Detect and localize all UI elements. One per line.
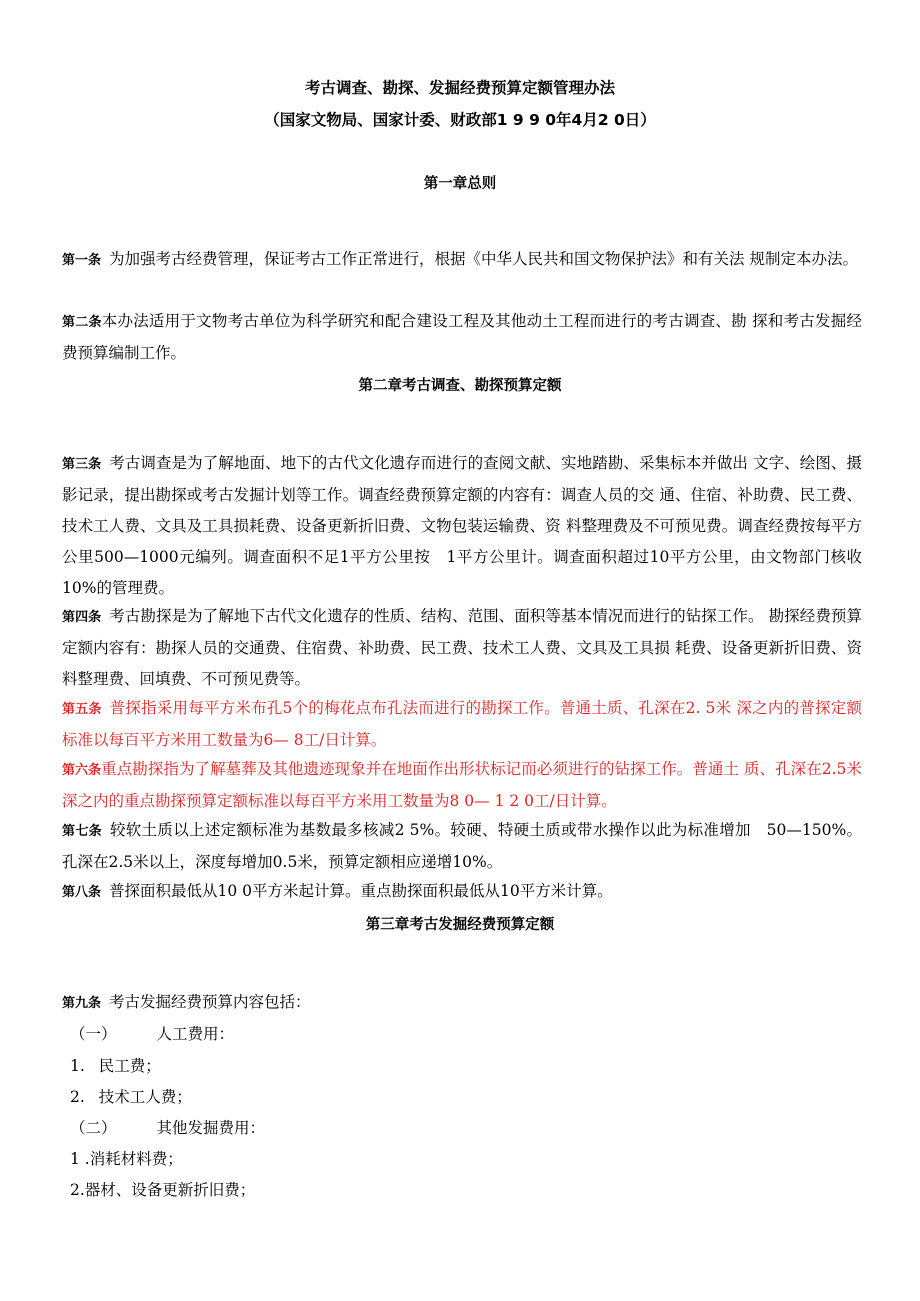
chapter-2-heading: 第二章考古调查、勘探预算定额: [358, 378, 562, 394]
list-item: [70, 1116, 265, 1138]
article-9: [62, 987, 862, 1019]
article-9-label: 第九条: [62, 996, 102, 1011]
article-8-text: 普探面积最低从10 0平方米起计算。重点勘探面积最低从10平方米计算。: [109, 882, 613, 900]
list-marker: 1.: [70, 1057, 85, 1075]
article-2-label: 第二条: [62, 315, 102, 330]
article-3-label: 第三条: [62, 457, 102, 472]
chapter-3-heading: 第三章考古发掘经费预算定额: [365, 917, 555, 933]
list-marker: 2.: [70, 1088, 85, 1106]
list-text: 其他发掘费用：: [156, 1119, 266, 1137]
article-5-label: 第五条: [62, 702, 102, 717]
list-marker: （二）: [70, 1119, 117, 1137]
article-2-text: 本办法适用于文物考古单位为科学研究和配合建设工程及其他动土工程而进行的考古调查、勘 探和考古发掘经费预算编制工作。: [62, 312, 862, 362]
article-1-text: 为加强考古经费管理，保证考古工作正常进行，根据《中华人民共和国文物保护法》和有关法 规制定本办法。: [109, 250, 858, 268]
article-9-text: 考古发掘经费预算内容包括：: [109, 993, 311, 1011]
document-subtitle: （国家文物局、国家计委、财政部1 9 9 0年4月2 0日）: [264, 111, 656, 129]
article-8-label: 第八条: [62, 885, 102, 900]
article-1-label: 第一条: [62, 253, 102, 268]
list-item: [70, 1178, 255, 1200]
list-marker: 2.: [70, 1181, 85, 1199]
article-6-text: 重点勘探指为了解墓葬及其他遗迹现象并在地面作出形状标记而必须进行的钻探工作。普通土 质、孔深在2.5米深之内的重点勘探预算定额标准以每百平方米用工数量为8 0— 1 2 0工/日计算。: [62, 760, 862, 810]
article-5: [62, 693, 862, 756]
document-title: 考古调查、勘探、发掘经费预算定额管理办法: [304, 79, 615, 97]
article-7: [62, 815, 862, 878]
article-1: [62, 244, 862, 276]
article-8: [62, 876, 862, 908]
article-7-text: 较软土质以上述定额标准为基数最多核减2 5%。较硬、特硬土质或带水操作以此为标准增加 50—150%。孔深在2.5米以上，深度每增加0.5米，预算定额相应递增10%。: [62, 821, 862, 871]
list-item: [70, 1147, 183, 1169]
article-7-label: 第七条: [62, 824, 102, 839]
article-2: [62, 306, 862, 369]
article-5-text: 普探指采用每平方米布孔5个的梅花点布孔法而进行的勘探工作。普通土质、孔深在2. 5米 深之内的普探定额标准以每百平方米用工数量为6— 8工/日计算。: [62, 699, 862, 749]
list-text: 技术工人费；: [98, 1088, 192, 1106]
list-text: 人工费用：: [156, 1025, 235, 1043]
list-text: 消耗材料费；: [89, 1150, 183, 1168]
article-6-label: 第六条: [62, 763, 102, 778]
list-marker: （一）: [70, 1025, 117, 1043]
article-6: [62, 754, 862, 817]
list-item: [70, 1054, 161, 1076]
list-item: [70, 1022, 234, 1044]
chapter-1-heading: 第一章总则: [423, 176, 497, 192]
article-4-text: 考古勘探是为了解地下古代文化遗存的性质、结构、范围、面积等基本情况而进行的钻探工作。 勘探经费预算定额内容有：勘探人员的交通费、住宿费、补助费、民工费、技术工人费、文具及工具损 耗费、设备更新折旧费、资料整理费、回填费、不可预见费等。: [62, 607, 862, 688]
list-text: 民工费；: [98, 1057, 161, 1075]
list-marker: 1 .: [70, 1150, 90, 1168]
list-text: 器材、设备更新折旧费；: [84, 1181, 256, 1199]
article-3: [62, 448, 862, 604]
article-4: [62, 601, 862, 695]
article-3-text: 考古调查是为了解地面、地下的古代文化遗存而进行的查阅文献、实地踏勘、采集标本并做出 文字、绘图、摄影记录，提出勘探或考古发掘计划等工作。调查经费预算定额的内容有：调查人员的交 通、住宿、补助费、民工费、技术工人费、文具及工具损耗费、设备更新折旧费、文物包装运输费、资 料整理费及不可预见费。调查经费按每平方公里500—1000元编列。调查面积不足1平方公里按 1平方公里计。调查面积超过10平方公里，由文物部门核收10%的管理费。: [62, 454, 862, 597]
article-4-label: 第四条: [62, 610, 102, 625]
list-item: [70, 1085, 192, 1107]
